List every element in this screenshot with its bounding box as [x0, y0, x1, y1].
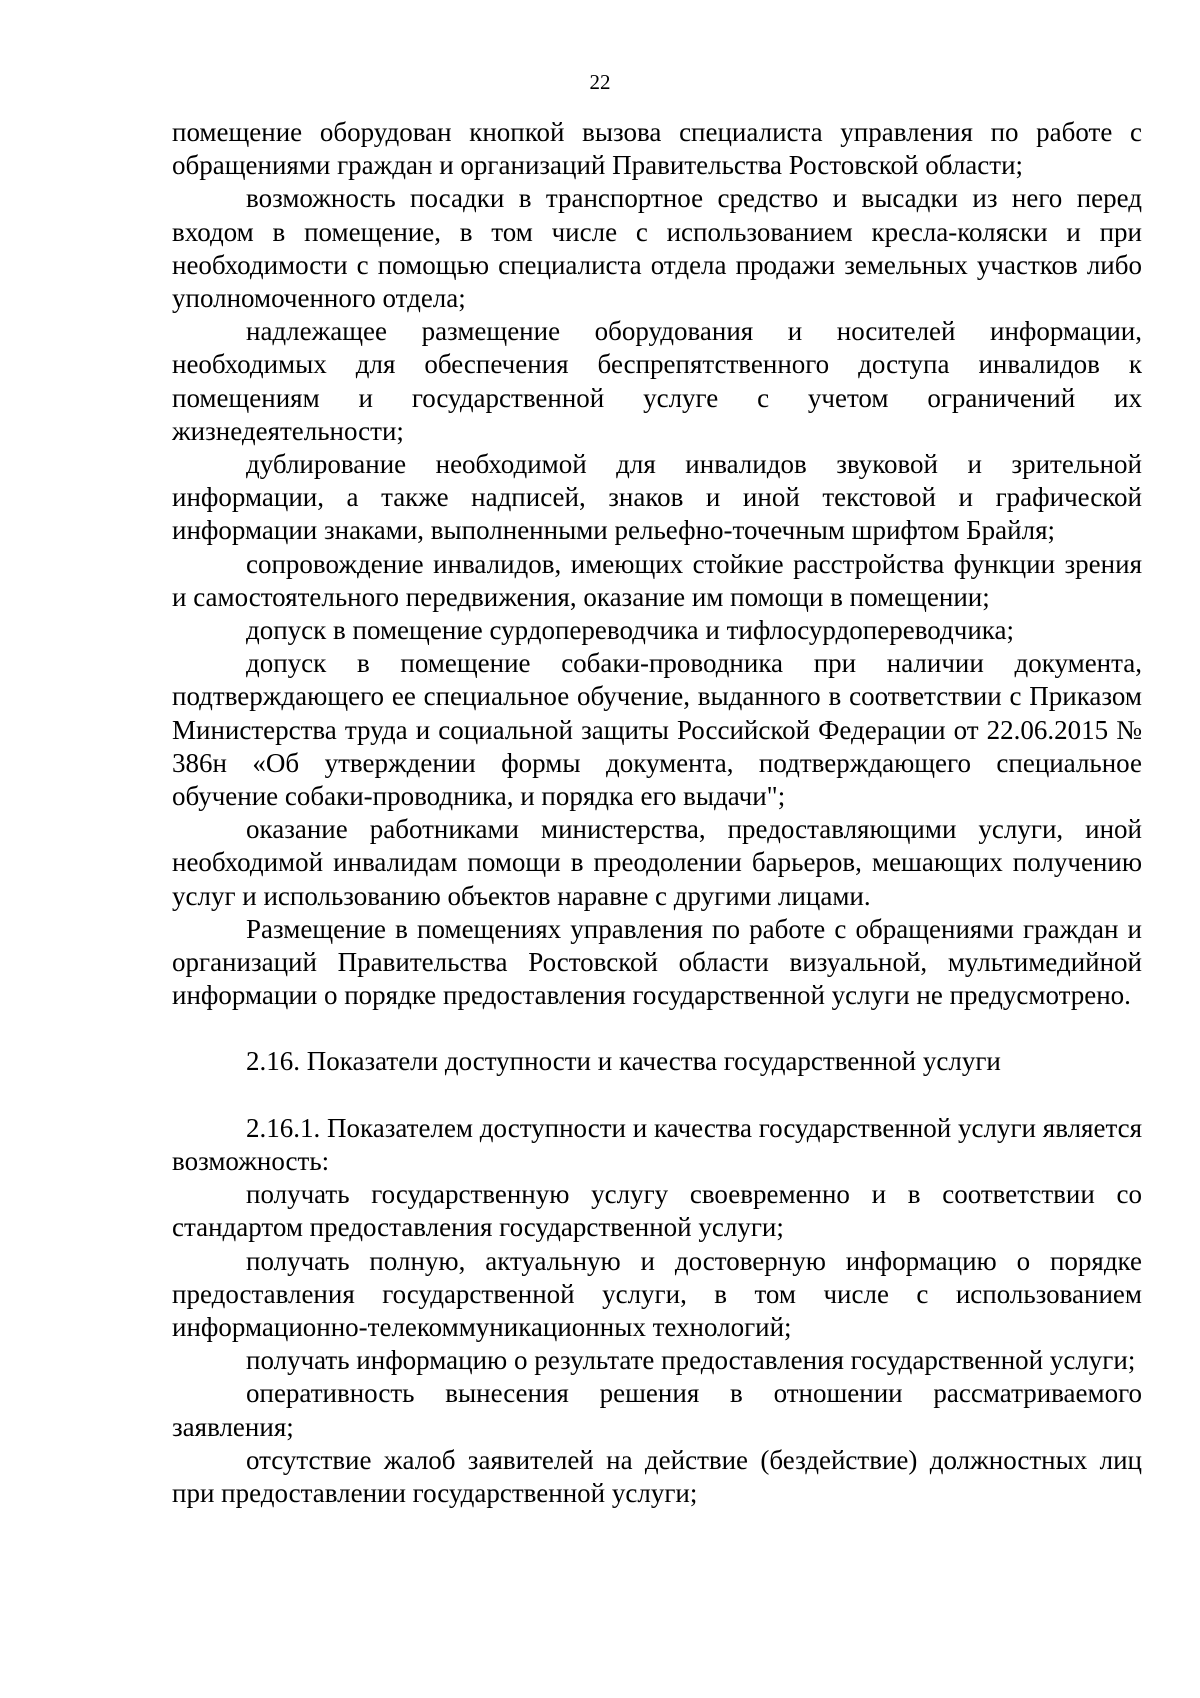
paragraph: 2.16.1. Показателем доступности и качества государственной услуги является возможность:	[172, 1112, 1142, 1176]
paragraph: надлежащее размещение оборудования и носителей информации, необходимых для обеспечения беспрепятственного доступа инвалидов к помещениям и государственной услуге с учетом ограничений их жизнедеятельности;	[172, 316, 1142, 446]
paragraph: оказание работниками министерства, предоставляющими услуги, иной необходимой инвалидам помощи в преодолении барьеров, мешающих получению услуг и использованию объектов наравне с другими лицами.	[172, 814, 1142, 911]
paragraph: допуск в помещение собаки-проводника при наличии документа, подтверждающего ее специальное обучение, выданного в соответствии с Приказом Министерства труда и социальной защиты Российской Федерации от 22.06.2015 № 386н «Об утверждении формы документа, подтверждающего специальное обучение собаки-проводника, и порядка его выдачи";	[172, 648, 1142, 812]
paragraph: отсутствие жалоб заявителей на действие (бездействие) должностных лиц при предоставлении государственной услуги;	[172, 1444, 1142, 1508]
paragraph: сопровождение инвалидов, имеющих стойкие расстройства функции зрения и самостоятельного передвижения, оказание им помощи в помещении;	[172, 548, 1142, 612]
section-heading: 2.16. Показатели доступности и качества государственной услуги	[246, 1046, 1001, 1077]
paragraph: помещение оборудован кнопкой вызова специалиста управления по работе с обращениями граждан и организаций Правительства Ростовской области;	[172, 117, 1142, 181]
document-body	[172, 116, 1142, 1510]
paragraph: Размещение в помещениях управления по работе с обращениями граждан и организаций Правительства Ростовской области визуальной, мультимедийной информации о порядке предоставления государственной услуги не предусмотрено.	[172, 913, 1142, 1011]
paragraph: получать информацию о результате предоставления государственной услуги;	[246, 1345, 1136, 1376]
paragraph: возможность посадки в транспортное средство и высадки из него перед входом в помещение, в том числе с использованием кресла-коляски и при необходимости с помощью специалиста отдела продажи земельных участков либо уполномоченного отдела;	[172, 183, 1142, 314]
paragraph: получать государственную услугу своевременно и в соответствии со стандартом предоставления государственной услуги;	[172, 1179, 1142, 1243]
paragraph: получать полную, актуальную и достоверную информацию о порядке предоставления государственной услуги, в том числе с использованием информационно-телекоммуникационных технологий;	[172, 1245, 1142, 1342]
paragraph: дублирование необходимой для инвалидов звуковой и зрительной информации, а также надписей, знаков и иной текстовой и графической информации знаками, выполненными рельефно-точечным шрифтом Брайля;	[172, 449, 1142, 546]
paragraph: допуск в помещение сурдопереводчика и тифлосурдопереводчика;	[246, 615, 1014, 646]
page-number: 22	[589, 70, 611, 94]
paragraph: оперативность вынесения решения в отношении рассматриваемого заявления;	[172, 1378, 1142, 1442]
